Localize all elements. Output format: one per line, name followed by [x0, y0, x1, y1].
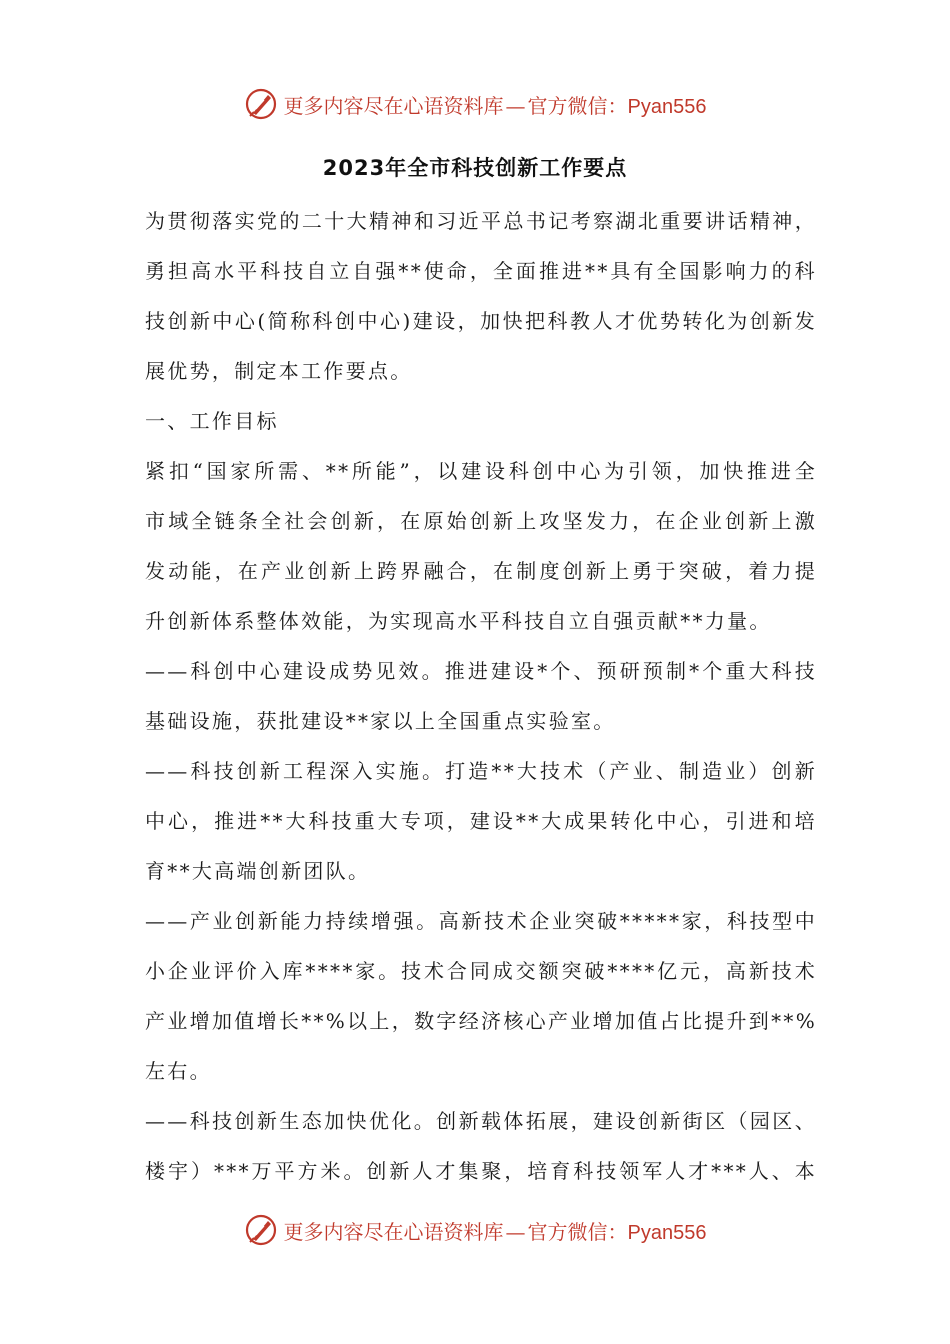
document-body — [145, 196, 817, 1196]
banner-wechat-label: 官方微信： — [527, 1219, 628, 1244]
body-line: 紧扣“国家所需、**所能”，以建设科创中心为引领，加快推进全 — [145, 459, 817, 483]
body-line: 基础设施，获批建设**家以上全国重点实验室。 — [145, 709, 616, 733]
banner-separator: — — [505, 93, 526, 118]
body-line: 左右。 — [145, 1059, 212, 1083]
banner-text — [284, 1216, 707, 1245]
body-line: 技创新中心(简称科创中心)建设，加快把科教人才优势转化为创新发 — [145, 309, 817, 333]
footer-banner — [0, 1210, 950, 1250]
body-line: 发动能，在产业创新上跨界融合，在制度创新上勇于突破，着力提 — [145, 559, 817, 583]
banner-wechat-id: Pyan556 — [627, 1221, 707, 1244]
body-line: 展优势，制定本工作要点。 — [145, 359, 413, 383]
body-line: ——科技创新工程深入实施。打造**大技术（产业、制造业）创新 — [145, 759, 817, 783]
body-line: 小企业评价入库****家。技术合同成交额突破****亿元，高新技术 — [145, 959, 817, 983]
quill-logo-icon — [244, 87, 278, 121]
body-line: 产业增加值增长**%以上，数字经济核心产业增加值占比提升到**% — [145, 1009, 817, 1033]
header-banner — [0, 84, 950, 124]
quill-logo-icon — [244, 1213, 278, 1247]
body-line: 中心，推进**大科技重大专项，建设**大成果转化中心，引进和培 — [145, 809, 817, 833]
banner-wechat-label: 官方微信： — [527, 93, 628, 118]
body-line: 楼宇）***万平方米。创新人才集聚，培育科技领军人才***人、本 — [145, 1159, 817, 1183]
section-heading: 一、工作目标 — [145, 409, 279, 433]
body-line: 市域全链条全社会创新，在原始创新上攻坚发力，在企业创新上激 — [145, 509, 817, 533]
body-line: 育**大高端创新团队。 — [145, 859, 371, 883]
body-line: 升创新体系整体效能，为实现高水平科技自立自强贡献**力量。 — [145, 609, 772, 633]
banner-slogan: 更多内容尽在心语资料库 — [283, 93, 504, 118]
banner-slogan: 更多内容尽在心语资料库 — [283, 1219, 504, 1244]
body-line: ——科创中心建设成势见效。推进建设*个、预研预制*个重大科技 — [145, 659, 817, 683]
body-line: 为贯彻落实党的二十大精神和习近平总书记考察湖北重要讲话精神， — [145, 209, 817, 233]
body-line: 勇担高水平科技自立自强**使命，全面推进**具有全国影响力的科 — [145, 259, 817, 283]
body-line: ——产业创新能力持续增强。高新技术企业突破*****家，科技型中 — [145, 909, 817, 933]
banner-text — [284, 90, 707, 119]
page-title: 2023年全市科技创新工作要点 — [322, 156, 628, 180]
body-line: ——科技创新生态加快优化。创新载体拓展，建设创新街区（园区、 — [145, 1109, 817, 1133]
banner-wechat-id: Pyan556 — [627, 95, 707, 118]
banner-separator: — — [505, 1219, 526, 1244]
